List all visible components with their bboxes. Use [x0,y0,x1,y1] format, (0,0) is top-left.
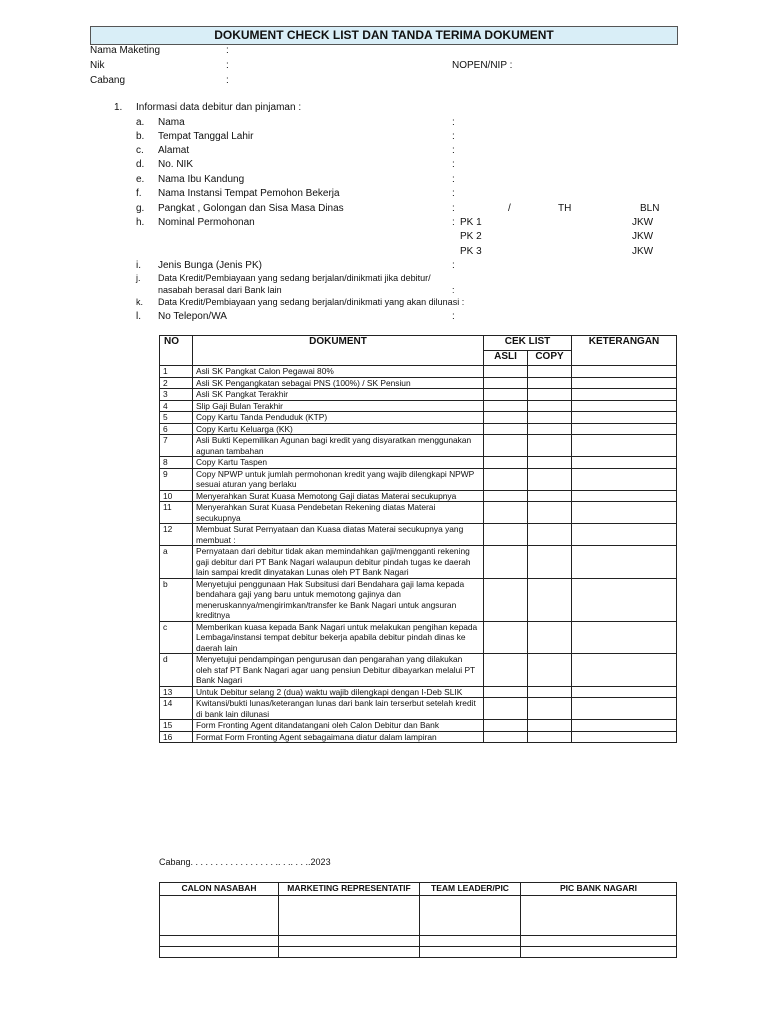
row-number: 16 [160,731,193,743]
asli-checkbox-cell[interactable] [484,578,528,621]
keterangan-cell[interactable] [572,389,677,401]
pk-label: PK 1 [460,217,482,228]
item-label-kredit-lain-1: Data Kredit/Pembiayaan yang sedang berjalan/dinikmati jika debitur/ [158,273,431,283]
table-row [160,720,677,732]
table-row [160,502,677,524]
keterangan-cell[interactable] [572,524,677,546]
row-document-description: Asli SK Pangkat Calon Pegawai 80% [193,366,484,378]
copy-checkbox-cell[interactable] [528,457,572,469]
item-letter: a. [136,117,145,128]
asli-checkbox-cell[interactable] [484,654,528,687]
table-row [160,686,677,698]
asli-checkbox-cell[interactable] [484,389,528,401]
item-colon: : [452,131,455,142]
row-document-description: Slip Gaji Bulan Terakhir [193,400,484,412]
col-header-dokument: DOKUMENT [193,336,484,366]
item-label-bunga: Jenis Bunga (Jenis PK) [158,260,262,271]
col-header-copy: COPY [528,351,572,366]
row-number: 8 [160,457,193,469]
field-colon: : [226,45,229,56]
signature-table [159,882,677,958]
table-row [160,457,677,469]
row-document-description: Membuat Surat Pernyataan dan Kuasa diatas Materai secukupnya yang membuat : [193,524,484,546]
date-cell[interactable] [160,947,279,958]
slash-separator: / [508,203,511,214]
keterangan-cell[interactable] [572,621,677,654]
row-document-description: Pernyataan dari debitur tidak akan memindahkan gaji/mengganti rekening gaji debitur dari PT Bank Nagari walaupun debitur pindah tugas ke daerah lain sampai kredit dinyatakan Lunas oleh PT Bank Nagari [193,546,484,579]
sig-header-team-leader: TEAM LEADER/PIC [420,883,521,896]
field-label-marketing: Nama Maketing [90,45,161,56]
asli-checkbox-cell[interactable] [484,435,528,457]
item-letter: h. [136,217,145,228]
jkw-label: JKW [632,246,654,257]
keterangan-cell[interactable] [572,423,677,435]
table-row [160,400,677,412]
col-header-asli: ASLI [484,351,528,366]
asli-checkbox-cell[interactable] [484,698,528,720]
table-row [160,524,677,546]
table-row [160,412,677,424]
table-row [160,621,677,654]
item-letter: c. [136,145,144,156]
copy-checkbox-cell[interactable] [528,546,572,579]
row-number: 4 [160,400,193,412]
row-number: d [160,654,193,687]
date-cell[interactable] [521,947,677,958]
item-letter: d. [136,159,145,170]
item-label-ibu: Nama Ibu Kandung [158,174,245,185]
asli-checkbox-cell[interactable] [484,686,528,698]
row-number: 9 [160,468,193,490]
signature-box[interactable] [160,896,279,936]
row-document-description: Copy NPWP untuk jumlah permohonan kredit yang wajib dilengkapi NPWP sesuai aturan yang berlaku [193,468,484,490]
date-cell[interactable] [279,947,420,958]
section-number: 1. [114,102,123,113]
table-row [160,654,677,687]
document-title: DOKUMENT CHECK LIST DAN TANDA TERIMA DOKUMENT [90,26,678,45]
item-label-instansi: Nama Instansi Tempat Pemohon Bekerja [158,188,340,199]
name-cell[interactable] [279,936,420,947]
name-cell[interactable] [521,936,677,947]
signature-box[interactable] [521,896,677,936]
table-row [160,490,677,502]
item-label-nominal: Nominal Permohonan [158,217,255,228]
copy-checkbox-cell[interactable] [528,423,572,435]
sig-header-calon-nasabah: CALON NASABAH [160,883,279,896]
copy-checkbox-cell[interactable] [528,502,572,524]
row-number: 2 [160,377,193,389]
copy-checkbox-cell[interactable] [528,468,572,490]
keterangan-cell[interactable] [572,435,677,457]
row-number: 13 [160,686,193,698]
row-number: 11 [160,502,193,524]
asli-checkbox-cell[interactable] [484,524,528,546]
col-header-no: NO [160,336,193,366]
table-row [160,366,677,378]
asli-checkbox-cell[interactable] [484,731,528,743]
keterangan-cell[interactable] [572,654,677,687]
row-number: 3 [160,389,193,401]
row-document-description: Copy Kartu Taspen [193,457,484,469]
table-row [160,731,677,743]
copy-checkbox-cell[interactable] [528,720,572,732]
item-label-ttl: Tempat Tanggal Lahir [158,131,254,142]
col-header-ceklist: CEK LIST [484,336,572,351]
section-heading: Informasi data debitur dan pinjaman : [136,102,302,113]
pk-label: PK 3 [460,246,482,257]
item-colon: : [452,145,455,156]
item-label-pangkat: Pangkat , Golongan dan Sisa Masa Dinas [158,203,344,214]
table-row [160,423,677,435]
row-document-description: Untuk Debitur selang 2 (dua) waktu wajib dilengkapi dengan I-Deb SLIK [193,686,484,698]
copy-checkbox-cell[interactable] [528,389,572,401]
copy-checkbox-cell[interactable] [528,400,572,412]
keterangan-cell[interactable] [572,720,677,732]
item-letter: b. [136,131,145,142]
row-document-description: Menyetujui penggunaan Hak Subsitusi dari Bendahara gaji lama kepada bendahara gaji yang baru untuk memotong gajinya dan meneruskannya/mengirimkan/transfer ke Bank Nagari untuk angsuran kreditnya [193,578,484,621]
asli-checkbox-cell[interactable] [484,400,528,412]
row-document-description: Kwitansi/bukti lunas/keterangan lunas dari bank lain terserbut setelah kredit di bank lain dilunasi [193,698,484,720]
signature-box[interactable] [420,896,521,936]
item-letter: k. [136,297,144,307]
asli-checkbox-cell[interactable] [484,468,528,490]
item-label-telepon: No Telepon/WA [158,311,227,322]
asli-checkbox-cell[interactable] [484,502,528,524]
copy-checkbox-cell[interactable] [528,412,572,424]
field-colon: : [226,75,229,86]
asli-checkbox-cell[interactable] [484,621,528,654]
keterangan-cell[interactable] [572,468,677,490]
asli-checkbox-cell[interactable] [484,377,528,389]
table-row [160,435,677,457]
field-label-nopen: NOPEN/NIP : [452,60,513,71]
item-colon: : [452,117,455,128]
table-row [160,578,677,621]
keterangan-cell[interactable] [572,578,677,621]
row-document-description: Memberikan kuasa kepada Bank Nagari untuk melakukan pengihan kepada Lembaga/instansi tempat debitur bekerja apabila debitur pindah dinas ke daerah lain [193,621,484,654]
row-document-description: Asli SK Pengangkatan sebagai PNS (100%) / SK Pensiun [193,377,484,389]
asli-checkbox-cell[interactable] [484,412,528,424]
table-row [160,698,677,720]
item-letter: g. [136,203,145,214]
keterangan-cell[interactable] [572,366,677,378]
copy-checkbox-cell[interactable] [528,731,572,743]
row-number: 1 [160,366,193,378]
row-document-description: Asli SK Pangkat Terakhir [193,389,484,401]
copy-checkbox-cell[interactable] [528,435,572,457]
row-document-description: Menyerahkan Surat Kuasa Memotong Gaji diatas Materai secukupnya [193,490,484,502]
item-label-kredit-lain-2: nasabah berasal dari Bank lain [158,285,282,295]
jkw-label: JKW [632,231,654,242]
row-document-description: Asli Bukti Kepemilikan Agunan bagi kredit yang disyaratkan menggunakan agunan tambahan [193,435,484,457]
keterangan-cell[interactable] [572,731,677,743]
item-label-dilunasi: Data Kredit/Pembiayaan yang sedang berjalan/dinikmati yang akan dilunasi : [158,297,465,307]
row-number: 10 [160,490,193,502]
asli-checkbox-cell[interactable] [484,720,528,732]
row-number: b [160,578,193,621]
item-letter: j. [136,273,141,283]
table-row [160,546,677,579]
signature-box[interactable] [279,896,420,936]
col-header-keterangan: KETERANGAN [572,336,677,366]
field-label-cabang: Cabang [90,75,126,86]
row-document-description: Copy Kartu Tanda Penduduk (KTP) [193,412,484,424]
item-label-nama: Nama [158,117,185,128]
row-number: 15 [160,720,193,732]
item-colon: : [452,217,455,228]
document-checklist-table [159,335,677,743]
item-colon: : [452,260,455,271]
item-colon: : [452,203,455,214]
row-document-description: Format Form Fronting Agent sebagaimana diatur dalam lampiran [193,731,484,743]
copy-checkbox-cell[interactable] [528,621,572,654]
keterangan-cell[interactable] [572,546,677,579]
item-colon: : [452,159,455,170]
pk-label: PK 2 [460,231,482,242]
sig-header-marketing: MARKETING REPRESENTATIF [279,883,420,896]
item-letter: e. [136,174,145,185]
row-document-description: Menyetujui pendampingan pengurusan dan pengarahan yang dilakukan oleh staf PT Bank Nagari agar uang pensiun Debitur dibayarkan melalui PT Bank Nagari [193,654,484,687]
copy-checkbox-cell[interactable] [528,524,572,546]
table-row [160,468,677,490]
copy-checkbox-cell[interactable] [528,698,572,720]
row-number: 7 [160,435,193,457]
row-number: 6 [160,423,193,435]
asli-checkbox-cell[interactable] [484,366,528,378]
jkw-label: JKW [632,217,654,228]
keterangan-cell[interactable] [572,400,677,412]
keterangan-cell[interactable] [572,457,677,469]
field-label-nik: Nik [90,60,105,71]
keterangan-cell[interactable] [572,686,677,698]
item-colon: : [452,174,455,185]
field-colon: : [226,60,229,71]
asli-checkbox-cell[interactable] [484,423,528,435]
keterangan-cell[interactable] [572,412,677,424]
item-label-alamat: Alamat [158,145,190,156]
keterangan-cell[interactable] [572,377,677,389]
row-number: c [160,621,193,654]
row-number: 5 [160,412,193,424]
copy-checkbox-cell[interactable] [528,654,572,687]
keterangan-cell[interactable] [572,490,677,502]
row-number: 12 [160,524,193,546]
item-colon: : [452,285,455,295]
row-document-description: Copy Kartu Keluarga (KK) [193,423,484,435]
row-number: 14 [160,698,193,720]
row-number: a [160,546,193,579]
item-letter: i. [136,260,141,271]
cabang-date-line: Cabang. . . . . . . . . . . . . . . . . .. . .. . . ..2023 [159,857,331,867]
keterangan-cell[interactable] [572,502,677,524]
date-cell[interactable] [420,947,521,958]
table-row [160,389,677,401]
item-letter: l. [136,311,141,322]
row-document-description: Menyerahkan Surat Kuasa Pendebetan Rekening diatas Materai secukupnya [193,502,484,524]
name-cell[interactable] [420,936,521,947]
bln-label: BLN [640,203,660,214]
item-colon: : [452,311,455,322]
item-colon: : [452,188,455,199]
asli-checkbox-cell[interactable] [484,490,528,502]
keterangan-cell[interactable] [572,698,677,720]
asli-checkbox-cell[interactable] [484,457,528,469]
table-row [160,377,677,389]
asli-checkbox-cell[interactable] [484,546,528,579]
item-label-nik: No. NIK [158,159,194,170]
copy-checkbox-cell[interactable] [528,377,572,389]
sig-header-pic-bank: PIC BANK NAGARI [521,883,677,896]
copy-checkbox-cell[interactable] [528,578,572,621]
row-document-description: Form Fronting Agent ditandatangani oleh Calon Debitur dan Bank [193,720,484,732]
copy-checkbox-cell[interactable] [528,490,572,502]
th-label: TH [558,203,572,214]
item-letter: f. [136,188,142,199]
copy-checkbox-cell[interactable] [528,366,572,378]
copy-checkbox-cell[interactable] [528,686,572,698]
name-cell[interactable] [160,936,279,947]
